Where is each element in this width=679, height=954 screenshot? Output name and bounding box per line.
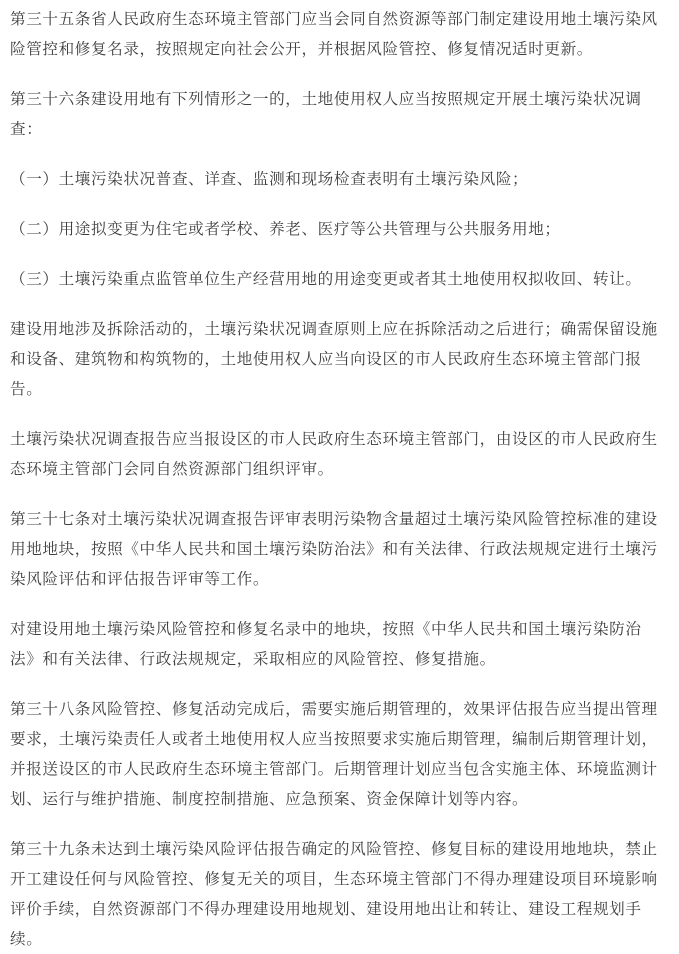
text-line: 第三十五条省人民政府生态环境主管部门应当会同自然资源等部门制定建设用地土壤污染风	[10, 10, 658, 28]
paragraph-article-39	[10, 834, 674, 954]
paragraph-article-38	[10, 694, 674, 814]
paragraph-article-37	[10, 504, 674, 594]
text-line: 法》和有关法律、行政法规规定，采取相应的风险管控、修复措施。	[10, 650, 496, 668]
paragraph-article-36	[10, 84, 674, 144]
text-line: 染风险评估和评估报告评审等工作。	[10, 570, 270, 588]
paragraph-survey-report	[10, 424, 674, 484]
text-line: 告。	[10, 380, 43, 398]
text-line: 续。	[10, 930, 43, 948]
text-line: 建设用地涉及拆除活动的，土壤污染状况调查原则上应在拆除活动之后进行；确需保留设施	[10, 320, 658, 338]
text-line: 评价手续，自然资源部门不得办理建设用地规划、建设用地出让和转让、建设工程规划手	[10, 900, 642, 918]
text-line: 第三十六条建设用地有下列情形之一的，土地使用权人应当按照规定开展土壤污染状况调	[10, 90, 642, 108]
text-line: 查：	[10, 120, 43, 138]
text-line: 并报送设区的市人民政府生态环境主管部门。后期管理计划应当包含实施主体、环境监测计	[10, 760, 658, 778]
text-line: 土壤污染状况调查报告应当报设区的市人民政府生态环境主管部门，由设区的市人民政府生	[10, 430, 658, 448]
text-line: （三）土壤污染重点监管单位生产经营用地的用途变更或者其土地使用权拟收回、转让。	[10, 270, 642, 288]
text-line: 第三十八条风险管控、修复活动完成后，需要实施后期管理的，效果评估报告应当提出管理	[10, 700, 658, 718]
paragraph-demolition	[10, 314, 674, 404]
list-item-3	[10, 264, 674, 294]
text-line: 和设备、建筑物和构筑物的，土地使用权人应当向设区的市人民政府生态环境主管部门报	[10, 350, 642, 368]
text-line: 用地地块，按照《中华人民共和国土壤污染防治法》和有关法律、行政法规规定进行土壤污	[10, 540, 658, 558]
list-item-2	[10, 214, 674, 244]
text-line: 险管控和修复名录，按照规定向社会公开，并根据风险管控、修复情况适时更新。	[10, 40, 593, 58]
text-line: 态环境主管部门会同自然资源部门组织评审。	[10, 460, 334, 478]
text-line: 划、运行与维护措施、制度控制措施、应急预案、资金保障计划等内容。	[10, 790, 529, 808]
text-line: 第三十七条对土壤污染状况调查报告评审表明污染物含量超过土壤污染风险管控标准的建设	[10, 510, 658, 528]
text-line: （二）用途拟变更为住宅或者学校、养老、医疗等公共管理与公共服务用地；	[10, 220, 561, 238]
text-line: 第三十九条未达到土壤污染风险评估报告确定的风险管控、修复目标的建设用地地块，禁止	[10, 840, 658, 858]
list-item-1	[10, 164, 674, 194]
text-line: （一）土壤污染状况普查、详查、监测和现场检查表明有土壤污染风险；	[10, 170, 529, 188]
text-line: 要求，土壤污染责任人或者土地使用权人应当按照要求实施后期管理，编制后期管理计划，	[10, 730, 658, 748]
paragraph-article-35	[10, 4, 674, 64]
text-line: 对建设用地土壤污染风险管控和修复名录中的地块，按照《中华人民共和国土壤污染防治	[10, 620, 642, 638]
paragraph-remediation-list	[10, 614, 674, 674]
text-line: 开工建设任何与风险管控、修复无关的项目，生态环境主管部门不得办理建设项目环境影响	[10, 870, 658, 888]
